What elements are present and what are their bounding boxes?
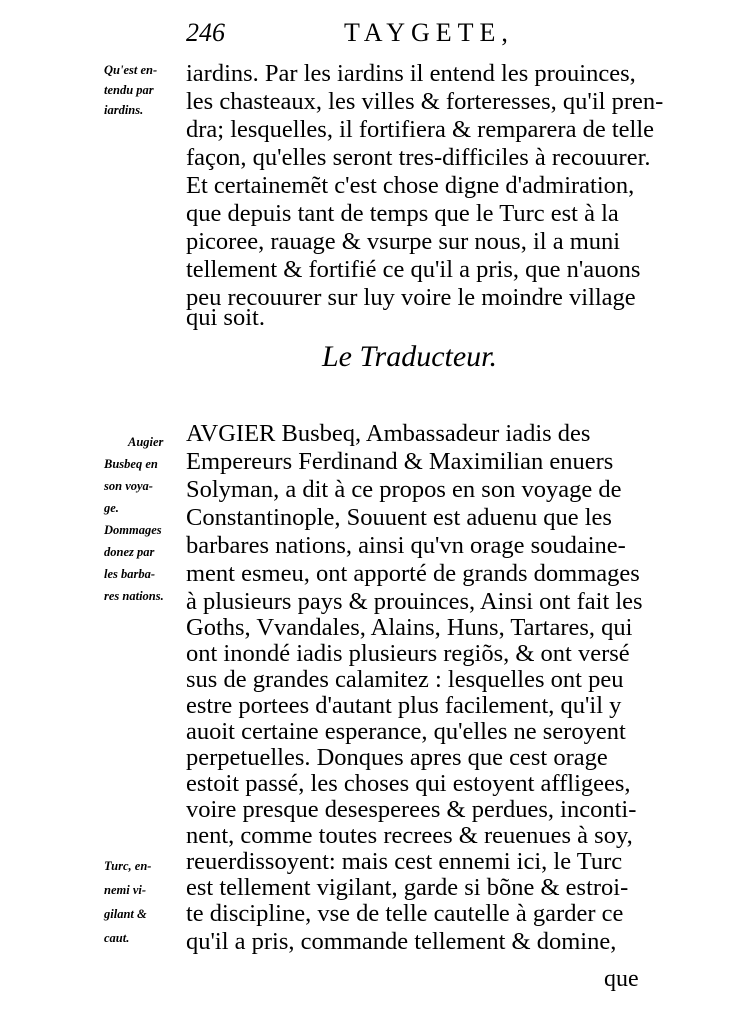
text-line: à plusieurs pays & prouinces, Ainsi ont fait les [186,588,643,615]
text-line: que depuis tant de temps que le Turc est à la [186,200,619,227]
text-line: qu'il a pris, commande tellement & domine, [186,928,617,955]
text-line: estre portees d'autant plus facilement, qu'il y [186,692,622,719]
margin-note-line: iardins. [104,103,144,117]
text-line: reuerdissoyent: mais cest ennemi ici, le Turc [186,848,623,875]
text-line: Constantinople, Souuent est aduenu que les [186,504,612,531]
text-line: Et certainemẽt c'est chose digne d'admiration, [186,172,635,199]
page-number: 246 [186,18,225,47]
catchword: que [604,966,639,992]
text-line: façon, qu'elles seront tres-difficiles à recouurer. [186,144,651,171]
text-line: peu recouurer sur luy voire le moindre village [186,284,636,311]
margin-note-line: tendu par [104,83,154,97]
text-line: barbares nations, ainsi qu'vn orage soudaine- [186,532,626,559]
margin-note-line: Dommages [104,523,162,537]
text-line: ment esmeu, ont apporté de grands dommages [186,560,640,587]
running-title: TAYGETE, [344,18,514,47]
text-line: Goths, Vvandales, Alains, Huns, Tartares, qui [186,614,633,641]
margin-note-line: Qu'est en- [104,63,158,77]
text-line: picoree, rauage & vsurpe sur nous, il a muni [186,228,621,255]
margin-note-line: caut. [104,931,130,945]
margin-note-line: ge. [104,501,119,515]
text-line: estoit passé, les choses qui estoyent affligees, [186,770,631,797]
text-line: tellement & fortifié ce qu'il a pris, que n'auons [186,256,641,283]
text-line: voire presque desesperees & perdues, inconti- [186,796,637,823]
text-line: Solyman, a dit à ce propos en son voyage de [186,476,622,503]
text-line: dra; lesquelles, il fortifiera & remparera de telle [186,116,655,143]
text-line: sus de grandes calamitez : lesquelles ont peu [186,666,624,693]
text-line: nent, comme toutes recrees & reuenues à soy, [186,822,633,849]
margin-note-line: Busbeq en [104,457,158,471]
text-line: qui soit. [186,304,265,331]
text-line: AVGIER Busbeq, Ambassadeur iadis des [186,420,591,447]
text-line: est tellement vigilant, garde si bõne & estroi- [186,874,629,901]
text-line: auoit certaine esperance, qu'elles ne seroyent [186,718,626,745]
margin-note-line: donez par [104,545,155,559]
text-line: te discipline, vse de telle cautelle à garder ce [186,900,624,927]
text-line: perpetuelles. Donques apres que cest orage [186,744,608,771]
text-line: ont inondé iadis plusieurs regiõs, & ont versé [186,640,630,667]
section-title: Le Traducteur. [322,340,498,373]
margin-note-line: son voya- [104,479,153,493]
text-line: les chasteaux, les villes & forteresses, qu'il pren- [186,88,664,115]
margin-note-line: nemi vi- [104,883,147,897]
margin-note-line: gilant & [104,907,147,921]
margin-note-line: les barba- [104,567,156,581]
margin-note-line: res nations. [104,589,164,603]
text-line: Empereurs Ferdinand & Maximilian enuers [186,448,614,475]
text-line: iardins. Par les iardins il entend les prouinces, [186,60,636,87]
margin-note-line: Augier [128,435,164,449]
margin-note-line: Turc, en- [104,859,152,873]
